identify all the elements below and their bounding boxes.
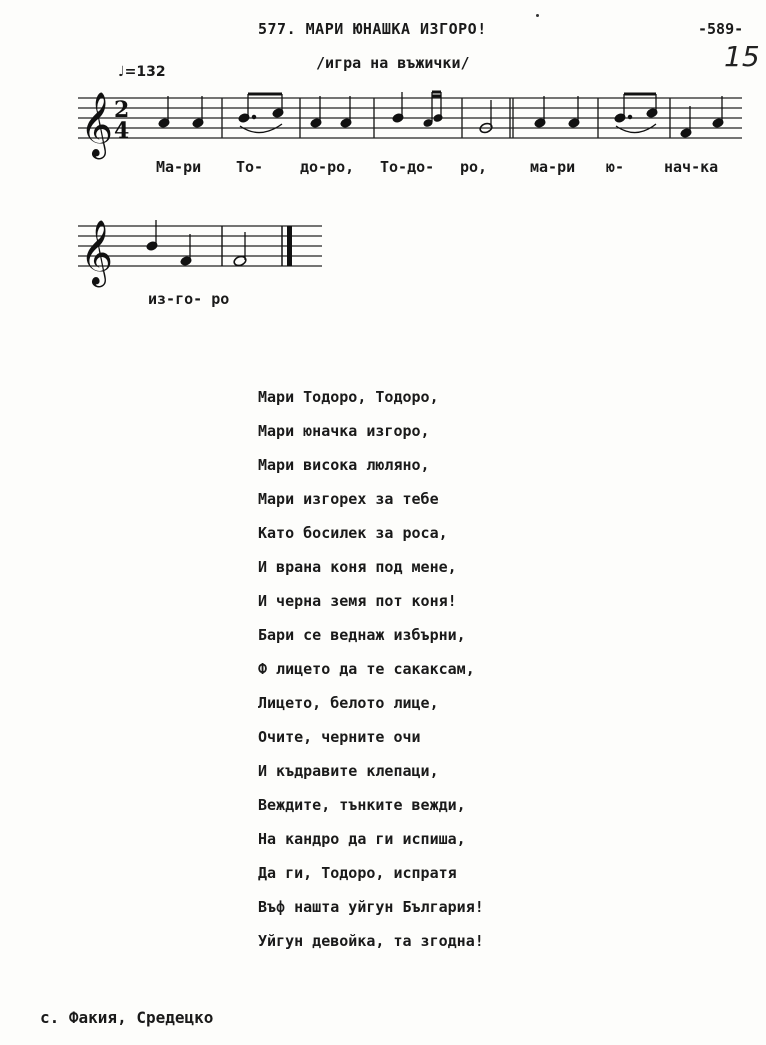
staff-2-lines <box>78 226 322 266</box>
notes-staff-1 <box>158 92 724 138</box>
lyric-syllable: ю- <box>606 158 625 176</box>
verse-line: И къдравите клепаци, <box>258 762 439 780</box>
verse-line: На кандро да ги испиша, <box>258 830 466 848</box>
lyric-syllable: нач-ка <box>664 158 719 176</box>
verse-line: Лицето, белото лице, <box>258 694 439 712</box>
source-location: с. Факия, Средецко <box>40 1008 214 1027</box>
song-subtitle: /игра на въжички/ <box>316 54 470 72</box>
page-number: -589- <box>698 20 744 38</box>
treble-clef-icon: 𝄞 <box>80 92 114 157</box>
verse-line: Като босилек за роса, <box>258 524 448 542</box>
lyrics-line-1 <box>0 158 766 178</box>
verse-line: Мари юначка изгоро, <box>258 422 430 440</box>
lyric-syllable: Ма-ри <box>156 158 202 176</box>
lyric-syllable: То-до- <box>380 158 435 176</box>
time-signature-top: 2 <box>114 97 130 123</box>
lyric-syllable: до-ро, <box>300 158 355 176</box>
verse-line: Очите, черните очи <box>258 728 421 746</box>
verse-line: Ф лицето да те сакаксам, <box>258 660 475 678</box>
lyric-syllable: ма-ри <box>530 158 576 176</box>
lyric-syllable: ро, <box>460 158 488 176</box>
handwritten-page-number: 15 <box>724 40 760 73</box>
verse-line: Мари Тодоро, Тодоро, <box>258 388 439 406</box>
verse-line: Да ги, Тодоро, испратя <box>258 864 457 882</box>
notes-staff-2 <box>146 220 292 267</box>
verse-line: Веждите, тънките вежди, <box>258 796 466 814</box>
lyric-syllable: То- <box>236 158 264 176</box>
verse-line: Уйгун девойка, та згодна! <box>258 932 484 950</box>
verse-line: Бари се веднаж избърни, <box>258 626 466 644</box>
song-title: 577. МАРИ ЮНАШКА ИЗГОРО! <box>258 20 487 38</box>
verse-line: И врана коня под мене, <box>258 558 457 576</box>
verse-line: Мари изгорех за тебе <box>258 490 439 508</box>
verse-line: Въф нашта уйгун България! <box>258 898 484 916</box>
verse-line: И черна земя пот коня! <box>258 592 457 610</box>
time-signature-bottom: 4 <box>114 118 130 144</box>
tempo-marking: ♩=132 <box>118 64 166 80</box>
song-verse <box>258 386 484 964</box>
music-notation <box>0 0 766 290</box>
treble-clef-icon: 𝄞 <box>80 220 114 285</box>
lyrics-line-2: из-го- ро <box>148 290 230 308</box>
verse-line: Мари висока люляно, <box>258 456 430 474</box>
